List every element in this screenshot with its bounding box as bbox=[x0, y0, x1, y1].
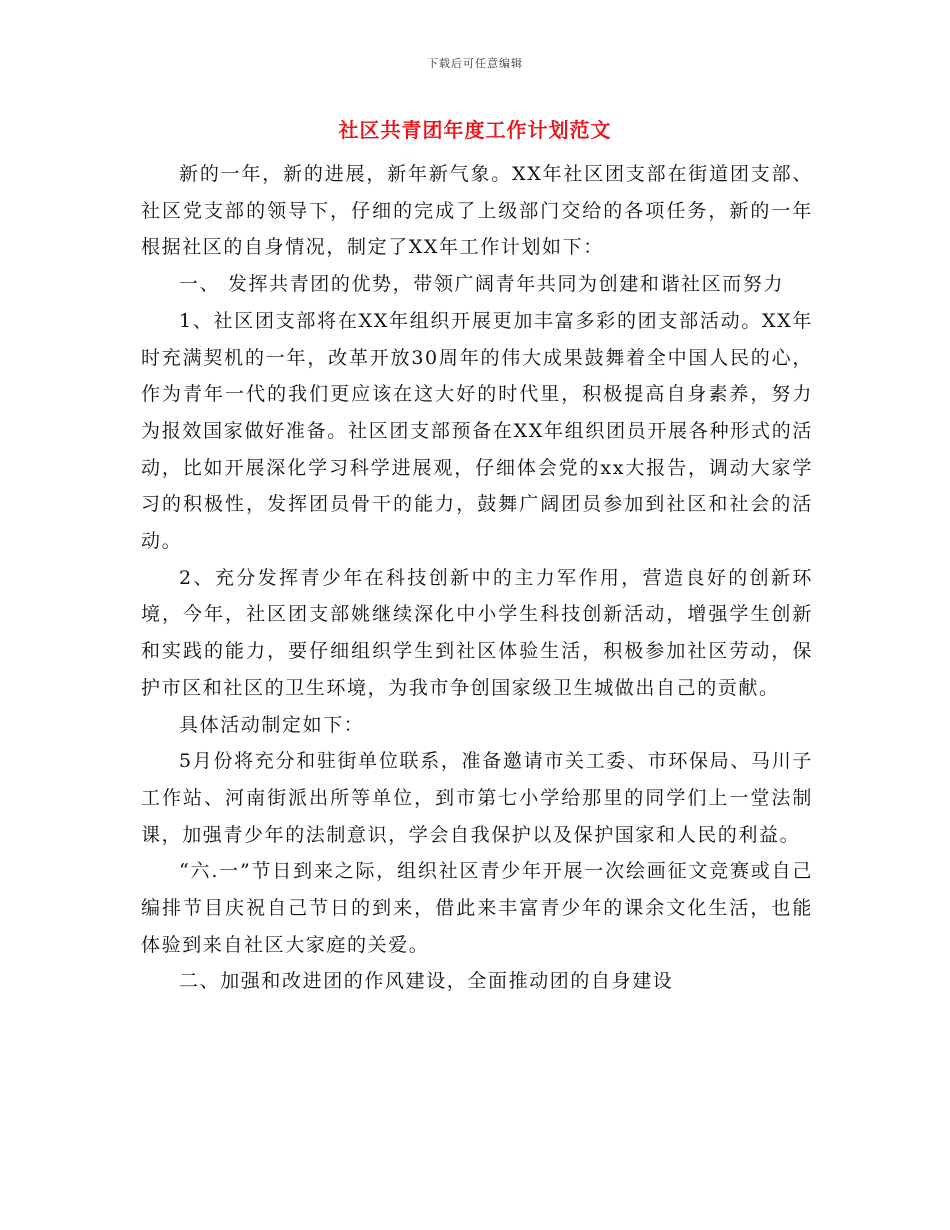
paragraph-childrens-day-activity: “六.一”节日到来之际，组织社区青少年开展一次绘画征文竞赛或自己编排节目庆祝自己节日的到来，借此来丰富青少年的课余文化生活，也能体验到来自社区大家庭的关爱。 bbox=[141, 860, 813, 956]
paragraph-section-two-heading: 二、加强和改进团的作风建设，全面推动团的自身建设 bbox=[179, 970, 674, 993]
paragraph-intro: 新的一年，新的进展，新年新气象。XX年社区团支部在街道团支部、社区党支部的领导下，仔细的完成了上级部门交给的各项任务，新的一年根据社区的自身情况，制定了XX年工作计划如下： bbox=[141, 163, 813, 259]
paragraph-section-one-heading: 一、 发挥共青团的优势，带领广阔青年共同为创建和谐社区而努力 bbox=[179, 273, 785, 296]
paragraph-activities-heading: 具体活动制定如下： bbox=[179, 713, 365, 736]
document-body bbox=[141, 156, 813, 1000]
document-title: 社区共青团年度工作计划范文 bbox=[338, 118, 612, 142]
paragraph-may-activity: 5月份将充分和驻街单位联系，准备邀请市关工委、市环保局、马川子工作站、河南街派出所等单位，到市第七小学给那里的同学们上一堂法制课，加强青少年的法制意识，学会自我保护以及保护国家和人民的利益。 bbox=[141, 750, 813, 846]
paragraph-item-one: 1、社区团支部将在XX年组织开展更加丰富多彩的团支部活动。XX年时充满契机的一年，改革开放30周年的伟大成果鼓舞着全中国人民的心，作为青年一代的我们更应该在这大好的时代里，积极提高自身素养，努力为报效国家做好准备。社区团支部预备在XX年组织团员开展各种形式的活动，比如开展深化学习科学进展观，仔细体会党的xx大报告，调动大家学习的积极性，发挥团员骨干的能力，鼓舞广阔团员参加到社区和社会的活动。 bbox=[141, 309, 813, 553]
paragraph-item-two: 2、充分发挥青少年在科技创新中的主力军作用，营造良好的创新环境，今年，社区团支部姚继续深化中小学生科技创新活动，增强学生创新和实践的能力，要仔细组织学生到社区体验生活，积极参加社区劳动，保护市区和社区的卫生环境，为我市争创国家级卫生城做出自己的贡献。 bbox=[141, 566, 813, 699]
header-note: 下载后可任意编辑 bbox=[427, 57, 523, 70]
